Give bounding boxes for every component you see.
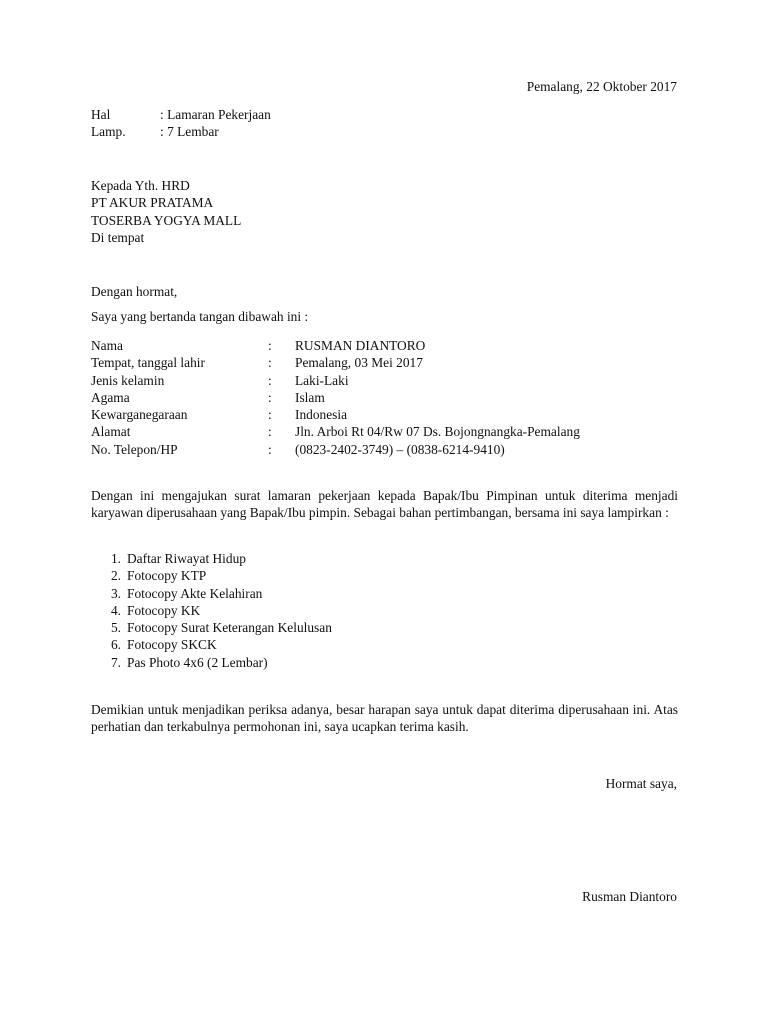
list-item xyxy=(91,550,332,567)
subject-label: Hal xyxy=(91,107,111,122)
list-number: 7. xyxy=(110,654,121,670)
detail-separator: : xyxy=(268,389,272,405)
attachment-value: : 7 Lembar xyxy=(160,124,219,139)
list-number: 6. xyxy=(110,637,121,653)
list-number: 4. xyxy=(110,602,121,618)
detail-row xyxy=(91,441,580,458)
detail-label: No. Telepon/HP xyxy=(91,441,178,457)
detail-value: Pemalang, 03 Mei 2017 xyxy=(295,355,423,371)
list-text: Fotocopy SKCK xyxy=(127,637,217,653)
place-date: Pemalang, 22 Oktober 2017 xyxy=(526,79,677,94)
list-text: Daftar Riwayat Hidup xyxy=(127,551,246,566)
list-number: 5. xyxy=(110,620,121,636)
detail-label: Nama xyxy=(91,338,123,353)
list-item xyxy=(91,654,332,671)
attachment-label: Lamp. xyxy=(91,124,126,139)
attachment-list xyxy=(91,550,332,671)
recipient-line: TOSERBA YOGYA MALL xyxy=(91,212,242,228)
list-text: Fotocopy Akte Kelahiran xyxy=(127,585,263,601)
detail-label: Alamat xyxy=(91,424,131,440)
detail-row xyxy=(91,406,580,423)
detail-row xyxy=(91,372,580,389)
detail-row xyxy=(91,423,580,440)
signer-name: Rusman Diantoro xyxy=(582,889,677,904)
detail-separator: : xyxy=(268,338,272,353)
detail-separator: : xyxy=(268,355,272,371)
subject-value: : Lamaran Pekerjaan xyxy=(160,107,271,122)
applicant-details xyxy=(91,337,580,458)
list-item xyxy=(91,636,332,653)
detail-row xyxy=(91,354,580,371)
detail-separator: : xyxy=(268,424,272,440)
recipient-line: Kepada Yth. HRD xyxy=(91,178,190,193)
detail-value: Islam xyxy=(295,389,325,405)
list-number: 2. xyxy=(110,568,121,584)
detail-value: Laki-Laki xyxy=(295,372,349,388)
list-text: Fotocopy Surat Keterangan Kelulusan xyxy=(127,620,332,636)
detail-label: Kewarganegaraan xyxy=(91,407,188,423)
detail-separator: : xyxy=(268,372,272,388)
salutation: Dengan hormat, xyxy=(91,284,178,299)
list-item xyxy=(91,602,332,619)
detail-value: RUSMAN DIANTORO xyxy=(295,338,426,353)
detail-value: Jln. Arboi Rt 04/Rw 07 Ds. Bojongnangka-Pemalang xyxy=(295,424,580,440)
detail-row xyxy=(91,389,580,406)
recipient-line: PT AKUR PRATAMA xyxy=(91,195,214,211)
detail-value: (0823-2402-3749) – (0838-6214-9410) xyxy=(295,441,505,457)
list-number: 3. xyxy=(110,585,121,601)
list-text: Fotocopy KK xyxy=(127,602,201,618)
attachment-line xyxy=(91,123,219,140)
intro-text: Saya yang bertanda tangan dibawah ini : xyxy=(91,309,309,324)
detail-label: Agama xyxy=(91,389,130,405)
list-item xyxy=(91,567,332,584)
list-item xyxy=(91,585,332,602)
list-text: Pas Photo 4x6 (2 Lembar) xyxy=(127,654,268,670)
detail-row xyxy=(91,337,580,354)
detail-separator: : xyxy=(268,407,272,423)
list-text: Fotocopy KTP xyxy=(127,568,207,584)
list-item xyxy=(91,619,332,636)
recipient-block xyxy=(91,177,241,246)
detail-label: Jenis kelamin xyxy=(91,372,165,388)
recipient-line: Di tempat xyxy=(91,229,145,245)
detail-label: Tempat, tanggal lahir xyxy=(91,355,205,371)
detail-separator: : xyxy=(268,441,272,457)
body-paragraph: Dengan ini mengajukan surat lamaran pekerjaan kepada Bapak/Ibu Pimpinan untuk diterima menjadi karyawan diperusahaan yang Bapak/Ibu pimpin. Sebagai bahan pertimbangan, bersama ini saya lampirkan : xyxy=(91,488,678,520)
detail-value: Indonesia xyxy=(295,407,348,423)
list-number: 1. xyxy=(110,551,121,566)
closing-paragraph: Demikian untuk menjadikan periksa adanya, besar harapan saya untuk dapat diterima diperusahaan ini. Atas perhatian dan terkabulnya permohonan ini, saya ucapkan terima kasih. xyxy=(91,702,678,734)
closing-phrase: Hormat saya, xyxy=(605,776,677,791)
subject-line xyxy=(91,106,271,123)
